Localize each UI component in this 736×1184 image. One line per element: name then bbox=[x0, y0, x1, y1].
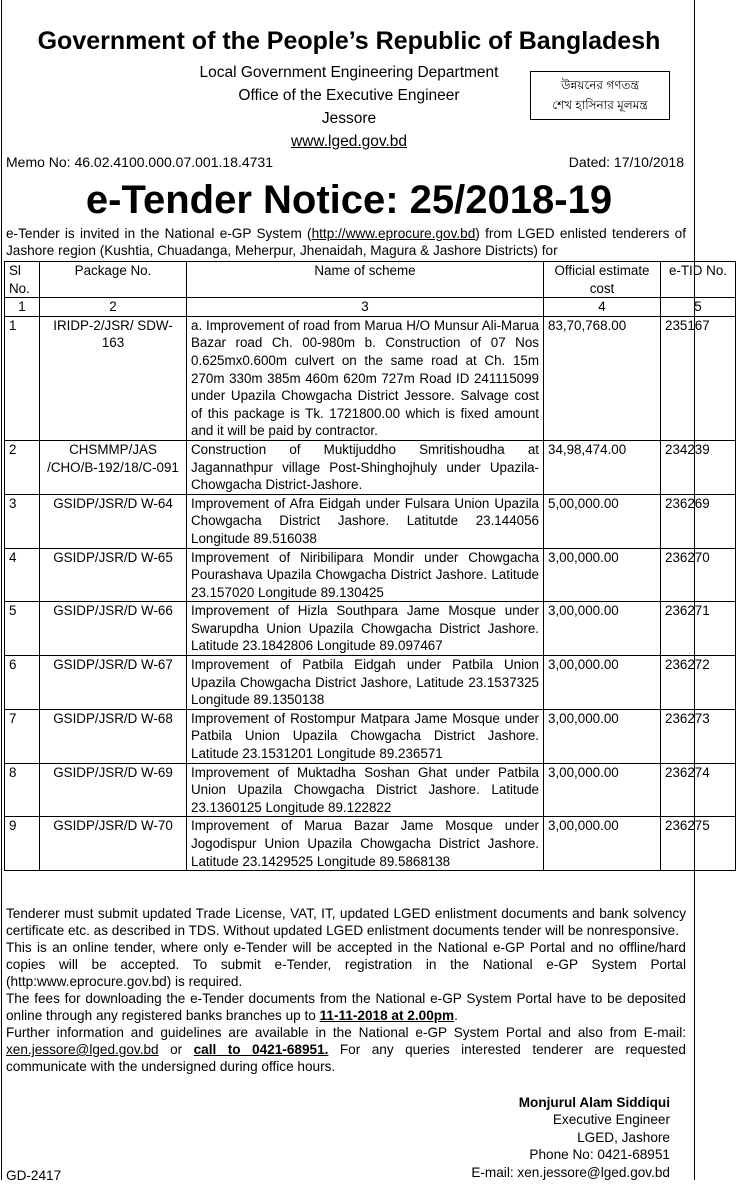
sl-cell: 9 bbox=[5, 817, 40, 871]
sl-cell: 8 bbox=[5, 763, 40, 817]
scheme-cell: a. Improvement of road from Marua H/O Munsur Ali-Marua Bazar road Ch. 00-980m b. Construction of 07 Nos 0.625mx0.600m culvert on the same road at Ch. 15m 270m 330m 385m 460m 620m 727m Road ID 241115099 under Upazila Chowgacha District Jessore. Salvage cost of this package is Tk. 1721800.00 which is fixed amount and it will be paid by contractor. bbox=[187, 316, 544, 440]
sl-cell: 6 bbox=[5, 656, 40, 710]
tid-cell: 236273 bbox=[661, 709, 736, 763]
table-row bbox=[5, 602, 736, 656]
note-fees: The fees for downloading the e-Tender documents from the National e-GP System Portal have to be deposited online through any registered banks branches up to 11-11-2018 at 2.00pm. bbox=[6, 991, 686, 1023]
memo-date: Dated: 17/10/2018 bbox=[568, 154, 684, 170]
header-estimate: Official estimate cost bbox=[544, 262, 661, 298]
table-row bbox=[5, 548, 736, 602]
signatory-office: LGED, Jashore bbox=[577, 1129, 670, 1145]
signatory-email: E-mail: xen.jessore@lged.gov.bd bbox=[471, 1164, 670, 1180]
package-cell: GSIDP/JSR/D W-69 bbox=[40, 763, 187, 817]
package-cell: GSIDP/JSR/D W-67 bbox=[40, 656, 187, 710]
col-number: 3 bbox=[187, 298, 544, 317]
table-row bbox=[5, 494, 736, 548]
signatory-designation: Executive Engineer bbox=[552, 1112, 670, 1128]
package-cell: IRIDP-2/JSR/ SDW-163 bbox=[40, 316, 187, 440]
sl-cell: 3 bbox=[5, 494, 40, 548]
table-row bbox=[5, 656, 736, 710]
notes-section bbox=[6, 905, 686, 1075]
contact-email-link[interactable]: xen.jessore@lged.gov.bd bbox=[6, 1042, 159, 1057]
memo-number: Memo No: 46.02.4100.000.07.001.18.4731 bbox=[6, 154, 273, 170]
col-number: 5 bbox=[661, 298, 736, 317]
tid-cell: 236269 bbox=[661, 494, 736, 548]
table-header-row bbox=[5, 262, 736, 298]
package-cell: CHSMMP/JAS /CHO/B-192/18/C-091 bbox=[40, 440, 187, 494]
tid-cell: 235167 bbox=[661, 316, 736, 440]
tid-cell: 236275 bbox=[661, 817, 736, 871]
estimate-cell: 83,70,768.00 bbox=[544, 316, 661, 440]
department-name: Local Government Engineering Department bbox=[199, 64, 499, 81]
estimate-cell: 3,00,000.00 bbox=[544, 817, 661, 871]
sl-cell: 4 bbox=[5, 548, 40, 602]
estimate-cell: 34,98,474.00 bbox=[544, 440, 661, 494]
header-tid: e-TID No. bbox=[661, 262, 736, 298]
city-name: Jessore bbox=[321, 110, 377, 127]
scheme-cell: Construction of Muktijuddho Smritishoudha at Jagannathpur village Post-Shinghojhuly under Upazila-Chowgacha District-Jashore. bbox=[187, 440, 544, 494]
estimate-cell: 5,00,000.00 bbox=[544, 494, 661, 548]
estimate-cell: 3,00,000.00 bbox=[544, 602, 661, 656]
note-contact: Further information and guidelines are available in the National e-GP System Portal and also from E-mail: xen.jessore@lged.gov.bd or call to 0421-68951. For any queries interested tenderer are requested communicate with the undersigned during office hours. bbox=[6, 1025, 686, 1074]
sl-cell: 5 bbox=[5, 602, 40, 656]
scheme-cell: Improvement of Rostompur Matpara Jame Mosque under Patbila Union Upazila Chowgacha District Jashore. Latitude 23.1531201 Longitude 89.236571 bbox=[187, 709, 544, 763]
package-cell: GSIDP/JSR/D W-70 bbox=[40, 817, 187, 871]
estimate-cell: 3,00,000.00 bbox=[544, 548, 661, 602]
table-row bbox=[5, 817, 736, 871]
header-scheme: Name of scheme bbox=[187, 262, 544, 298]
column-number-row bbox=[5, 298, 736, 317]
sl-cell: 2 bbox=[5, 440, 40, 494]
estimate-cell: 3,00,000.00 bbox=[544, 763, 661, 817]
col-number: 2 bbox=[40, 298, 187, 317]
table-row bbox=[5, 316, 736, 440]
scheme-cell: Improvement of Muktadha Soshan Ghat under Patbila Union Upazila Chowgacha District Jashore. Latitude 23.1360125 Longitude 89.122822 bbox=[187, 763, 544, 817]
col-number: 4 bbox=[544, 298, 661, 317]
slogan-line-1: উন্নয়নের গণতন্ত্র bbox=[561, 78, 639, 92]
estimate-cell: 3,00,000.00 bbox=[544, 656, 661, 710]
table-row bbox=[5, 440, 736, 494]
footer-code: GD-2417 bbox=[6, 1168, 62, 1183]
tid-cell: 236274 bbox=[661, 763, 736, 817]
signature-block bbox=[470, 1094, 670, 1181]
scheme-cell: Improvement of Afra Eidgah under Fulsara Union Upazila Chowgacha District Jashore. Latitutde 23.144056 Longitude 89.516038 bbox=[187, 494, 544, 548]
header-package: Package No. bbox=[40, 262, 187, 298]
government-heading: Government of the People’s Republic of Bangladesh bbox=[37, 27, 661, 55]
tid-cell: 236270 bbox=[661, 548, 736, 602]
col-number: 1 bbox=[5, 298, 40, 317]
estimate-cell: 3,00,000.00 bbox=[544, 709, 661, 763]
website-link[interactable]: www.lged.gov.bd bbox=[290, 133, 408, 150]
signatory-phone: Phone No: 0421-68951 bbox=[529, 1147, 670, 1163]
package-cell: GSIDP/JSR/D W-64 bbox=[40, 494, 187, 548]
tid-cell: 236271 bbox=[661, 602, 736, 656]
tender-table bbox=[4, 261, 736, 871]
scheme-cell: Improvement of Hizla Southpara Jame Mosque under Swarupdha Union Upazila Chowgacha District Jashore. Latitude 23.1842806 Longitude 89.097467 bbox=[187, 602, 544, 656]
note-requirements: Tenderer must submit updated Trade License, VAT, IT, updated LGED enlistment documents and bank solvency certificate etc. as described in TDS. Without updated LGED enlistment documents tender will be nonresponsive. bbox=[6, 906, 686, 938]
deadline-text: 11-11-2018 at 2.00pm bbox=[319, 1008, 455, 1023]
package-cell: GSIDP/JSR/D W-68 bbox=[40, 709, 187, 763]
scheme-cell: Improvement of Patbila Eidgah under Patbila Union Upazila Chowgacha District Jashore, Latitude 23.1537325 Longitude 89.1350138 bbox=[187, 656, 544, 710]
package-cell: GSIDP/JSR/D W-66 bbox=[40, 602, 187, 656]
slogan-line-2: শেখ হাসিনার মূলমন্ত্র bbox=[552, 98, 648, 112]
scheme-cell: Improvement of Niribilipara Mondir under Chowgacha Pourashava Upazila Chowgacha District Jashore. Latitude 23.157020 Longitude 89.130425 bbox=[187, 548, 544, 602]
package-cell: GSIDP/JSR/D W-65 bbox=[40, 548, 187, 602]
tid-cell: 236272 bbox=[661, 656, 736, 710]
sl-cell: 1 bbox=[5, 316, 40, 440]
tid-cell: 234239 bbox=[661, 440, 736, 494]
table-row bbox=[5, 763, 736, 817]
notice-title: e-Tender Notice: 25/2018-19 bbox=[85, 178, 613, 222]
slogan-box bbox=[530, 71, 670, 120]
signatory-name: Monjurul Alam Siddiqui bbox=[518, 1095, 670, 1110]
eprocure-link[interactable]: http://www.eprocure.gov.bd bbox=[311, 226, 476, 241]
header-sl: Sl No. bbox=[5, 262, 40, 298]
note-online-tender: This is an online tender, where only e-Tender will be accepted in the National e-GP Portal and no offline/hard copies will be accepted. To submit e-Tender, registration in the National e-GP System Portal (http:www.eprocure.gov.bd) is required. bbox=[6, 940, 686, 989]
table-row bbox=[5, 709, 736, 763]
scheme-cell: Improvement of Marua Bazar Jame Mosque under Jogodispur Union Upazila Chowgacha District Jashore. Latitude 23.1429525 Longitude 89.5868138 bbox=[187, 817, 544, 871]
intro-paragraph: e-Tender is invited in the National e-GP System (http://www.eprocure.gov.bd) from LGED enlisted tenderers of Jashore region (Kushtia, Chuadanga, Meherpur, Jhenaidah, Magura & Jashore Districts) for bbox=[6, 226, 686, 258]
contact-phone-link[interactable]: call to 0421-68951. bbox=[193, 1042, 329, 1057]
sl-cell: 7 bbox=[5, 709, 40, 763]
office-name: Office of the Executive Engineer bbox=[238, 87, 460, 104]
